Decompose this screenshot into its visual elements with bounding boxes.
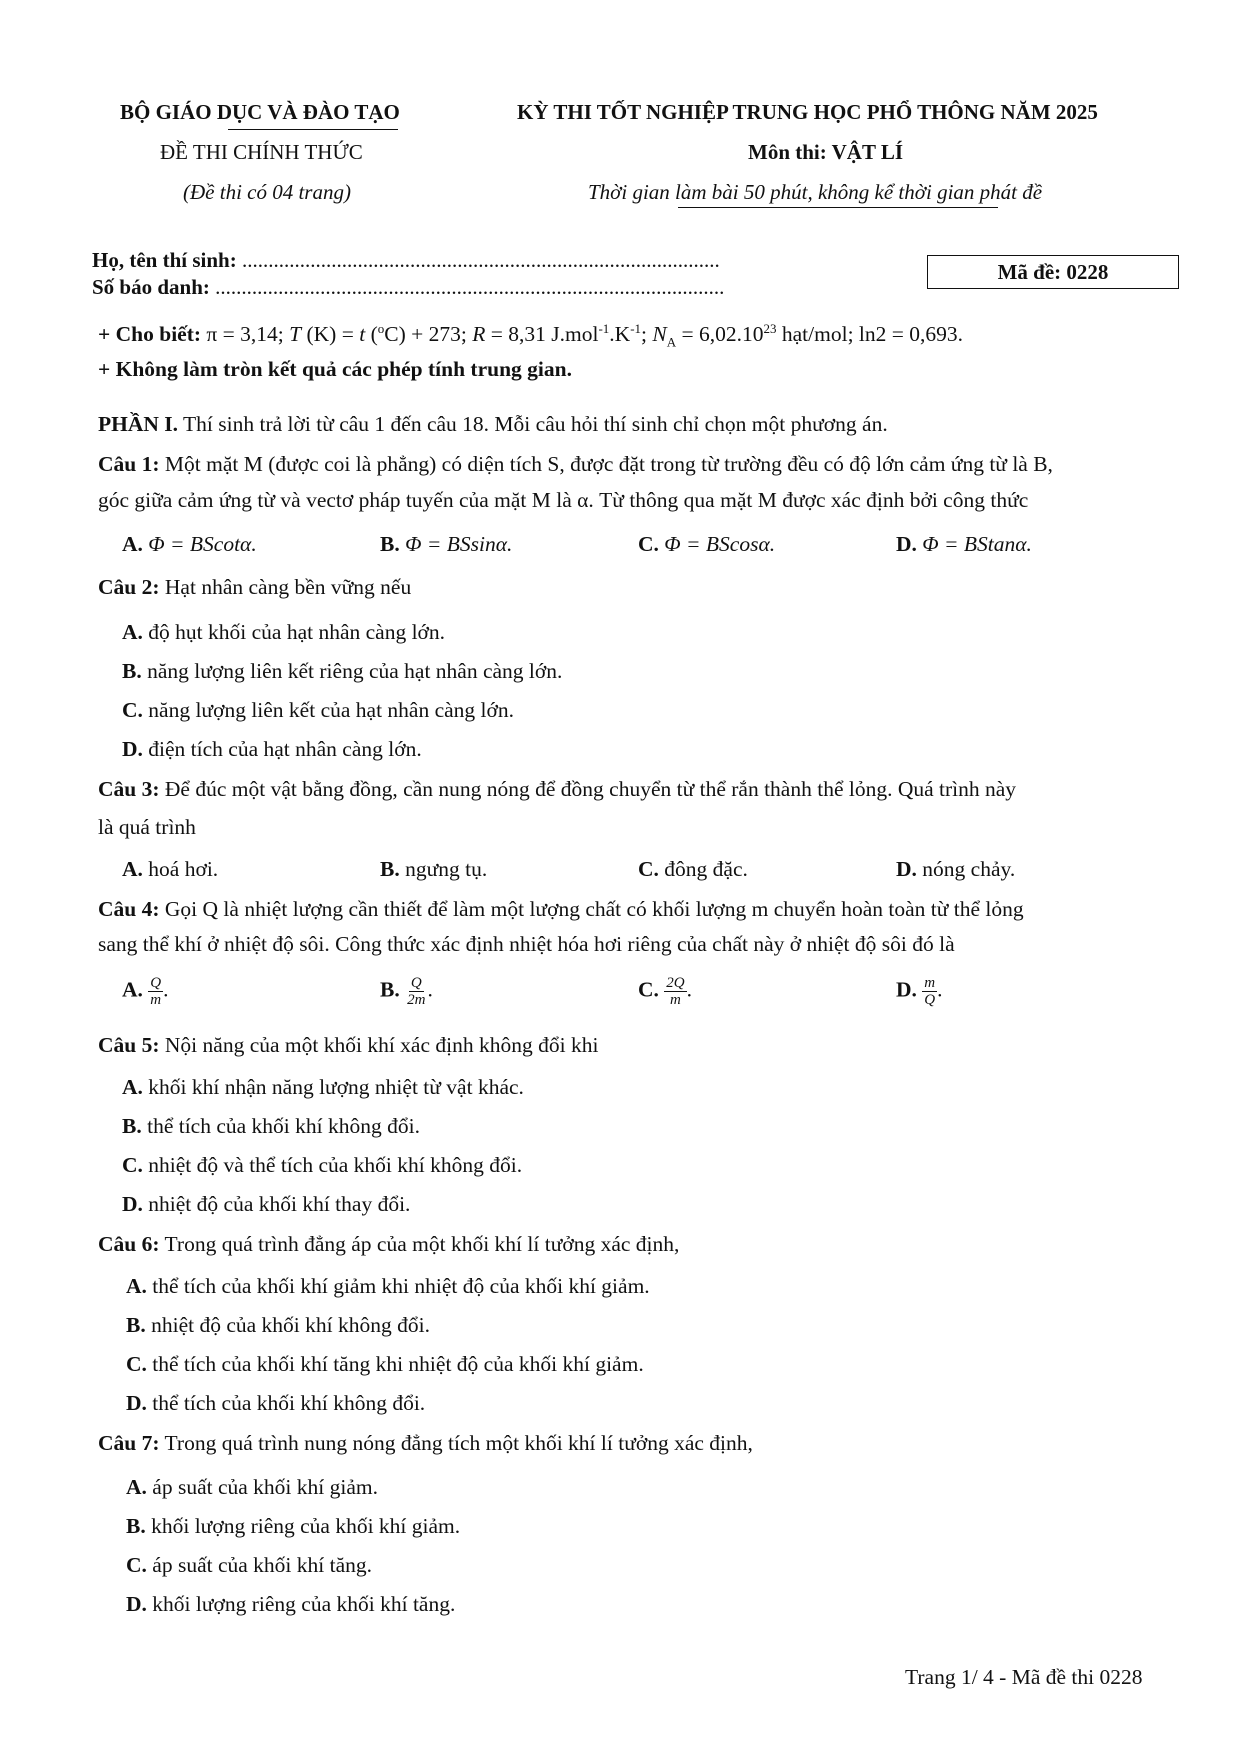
given-label: + Cho biết: [98,322,202,346]
q6-option-b: B. nhiệt độ của khối khí không đổi. [126,1313,430,1337]
q3-option-c: C. đông đặc. [638,857,748,881]
q2-option-b: B. năng lượng liên kết riêng của hạt nhân càng lớn. [122,659,563,683]
q4-d-fraction: $\frac{m}{Q}$ [924,975,936,1008]
q5-option-b: B. thể tích của khối khí không đổi. [122,1114,420,1138]
part1-label: PHẦN I. [98,412,179,436]
ministry-name: BỘ GIÁO DỤC VÀ ĐÀO TẠO [120,100,400,124]
q3-option-d: D. nóng chảy. [896,857,1016,881]
q2-stem: Câu 2: Hạt nhân càng bền vững nếu [98,575,412,599]
time-note: Thời gian làm bài 50 phút, không kể thời gian phát đề [588,180,1043,204]
q3-line1: Câu 3: Để đúc một vật bằng đồng, cần nung nóng để đồng chuyển từ thể rắn thành thể lỏng. Quá trình này [98,777,1017,801]
given-constants: + Cho biết: π = 3,14; T (K) = t ($^o$C) + 273; R = 8,31 $J.mol^{-1}.K^{-1}$; $N_A = 6,02.10^{23}$ hạt/mol; ln2 = 0,693. [98,320,964,350]
time-underline [678,207,998,208]
q2-option-a: A. độ hụt khối của hạt nhân càng lớn. [122,620,446,644]
q1-text-line1: Một mặt M (được coi là phẳng) có diện tích S, được đặt trong từ trường đều có độ lớn cảm ứng từ là B, [164,452,1053,476]
q6-stem: Câu 6: Trong quá trình đẳng áp của một khối khí lí tưởng xác định, [98,1232,680,1256]
exam-title: KỲ THI TỐT NGHIỆP TRUNG HỌC PHỔ THÔNG NĂM 2025 [517,100,1098,124]
page-footer: Trang 1/ 4 - Mã đề thi 0228 [905,1665,1143,1689]
q5-option-c: C. nhiệt độ và thể tích của khối khí không đổi. [122,1153,523,1177]
candidate-name-label: Họ, tên thí sinh: [92,248,237,272]
q1-line1 [98,452,1053,477]
q4-option-a: A. $\frac{Q}{m}$ . [122,975,169,1008]
q2-option-d: D. điện tích của hạt nhân càng lớn. [122,737,422,761]
q4-line2: sang thể khí ở nhiệt độ sôi. Công thức xác định nhiệt hóa hơi riêng của chất này ở nhiệt độ sôi đó là [98,932,955,956]
q1-option-d: D. Φ = BStanα. [896,532,1032,556]
q5-option-d: D. nhiệt độ của khối khí thay đổi. [122,1192,411,1216]
q4-label: Câu 4: [98,897,160,921]
q4-option-b: B. $\frac{Q}{2m}$ . [380,975,433,1008]
q6-option-a: A. thể tích của khối khí giảm khi nhiệt độ của khối khí giảm. [126,1274,650,1298]
q3-line2: là quá trình [98,815,196,839]
official-exam-label: ĐỀ THI CHÍNH THỨC [160,140,363,164]
q7-label: Câu 7: [98,1431,160,1455]
q5-option-a: A. khối khí nhận năng lượng nhiệt từ vật khác. [122,1075,524,1099]
q1-option-b: B. Φ = BSsinα. [380,532,513,556]
q4-option-c: C. $\frac{2Q}{m}$ . [638,975,692,1008]
q6-label: Câu 6: [98,1232,160,1256]
q4-b-fraction: $\frac{Q}{2m}$ [407,975,426,1008]
page-count-note: (Đề thi có 04 trang) [183,180,351,204]
q4-a-fraction: $\frac{Q}{m}$ [150,975,162,1008]
q1-option-a: A. Φ = BScotα. [122,532,257,556]
q1-label: Câu 1: [98,452,160,476]
exam-code-box: Mã đề: 0228 [927,255,1179,289]
q2-option-c: C. năng lượng liên kết của hạt nhân càng lớn. [122,698,515,722]
candidate-name-row [92,248,720,273]
q7-option-d: D. khối lượng riêng của khối khí tăng. [126,1592,456,1616]
q7-stem: Câu 7: Trong quá trình nung nóng đẳng tích một khối khí lí tưởng xác định, [98,1431,753,1455]
q4-option-d: D. $\frac{m}{Q}$ . [896,975,943,1008]
q3-option-b: B. ngưng tụ. [380,857,488,881]
q2-label: Câu 2: [98,575,160,599]
subject-label: Môn thi: VẬT LÍ [748,140,904,164]
q6-option-d: D. thể tích của khối khí không đổi. [126,1391,426,1415]
q6-option-c: C. thể tích của khối khí tăng khi nhiệt độ của khối khí giảm. [126,1352,644,1376]
candidate-id-label: Số báo danh: [92,275,210,299]
part1-text: Thí sinh trả lời từ câu 1 đến câu 18. Mỗi câu hỏi thí sinh chỉ chọn một phương án. [183,412,888,436]
q3-option-a: A. hoá hơi. [122,857,219,881]
candidate-name-dots: ........................................................................................... [241,248,720,272]
q5-label: Câu 5: [98,1033,160,1057]
q7-option-a: A. áp suất của khối khí giảm. [126,1475,378,1499]
candidate-id-dots: ................................................................................................. [215,275,725,299]
q7-option-b: B. khối lượng riêng của khối khí giảm. [126,1514,461,1538]
q4-c-fraction: $\frac{2Q}{m}$ [666,975,685,1008]
part1-instruction [98,412,888,437]
q3-label: Câu 3: [98,777,160,801]
q1-option-c: C. Φ = BScosα. [638,532,776,556]
q5-stem: Câu 5: Nội năng của một khối khí xác định không đổi khi [98,1033,599,1057]
q7-option-c: C. áp suất của khối khí tăng. [126,1553,373,1577]
ministry-underline [228,129,398,130]
q1-line2: góc giữa cảm ứng từ và vectơ pháp tuyến của mặt M là α. Từ thông qua mặt M được xác định bởi công thức [98,488,1029,512]
no-rounding-note: + Không làm tròn kết quả các phép tính trung gian. [98,357,572,381]
q4-line1: Câu 4: Gọi Q là nhiệt lượng cần thiết để làm một lượng chất có khối lượng m chuyển hoàn toàn từ thể lỏng [98,897,1024,921]
candidate-id-row [92,275,724,300]
